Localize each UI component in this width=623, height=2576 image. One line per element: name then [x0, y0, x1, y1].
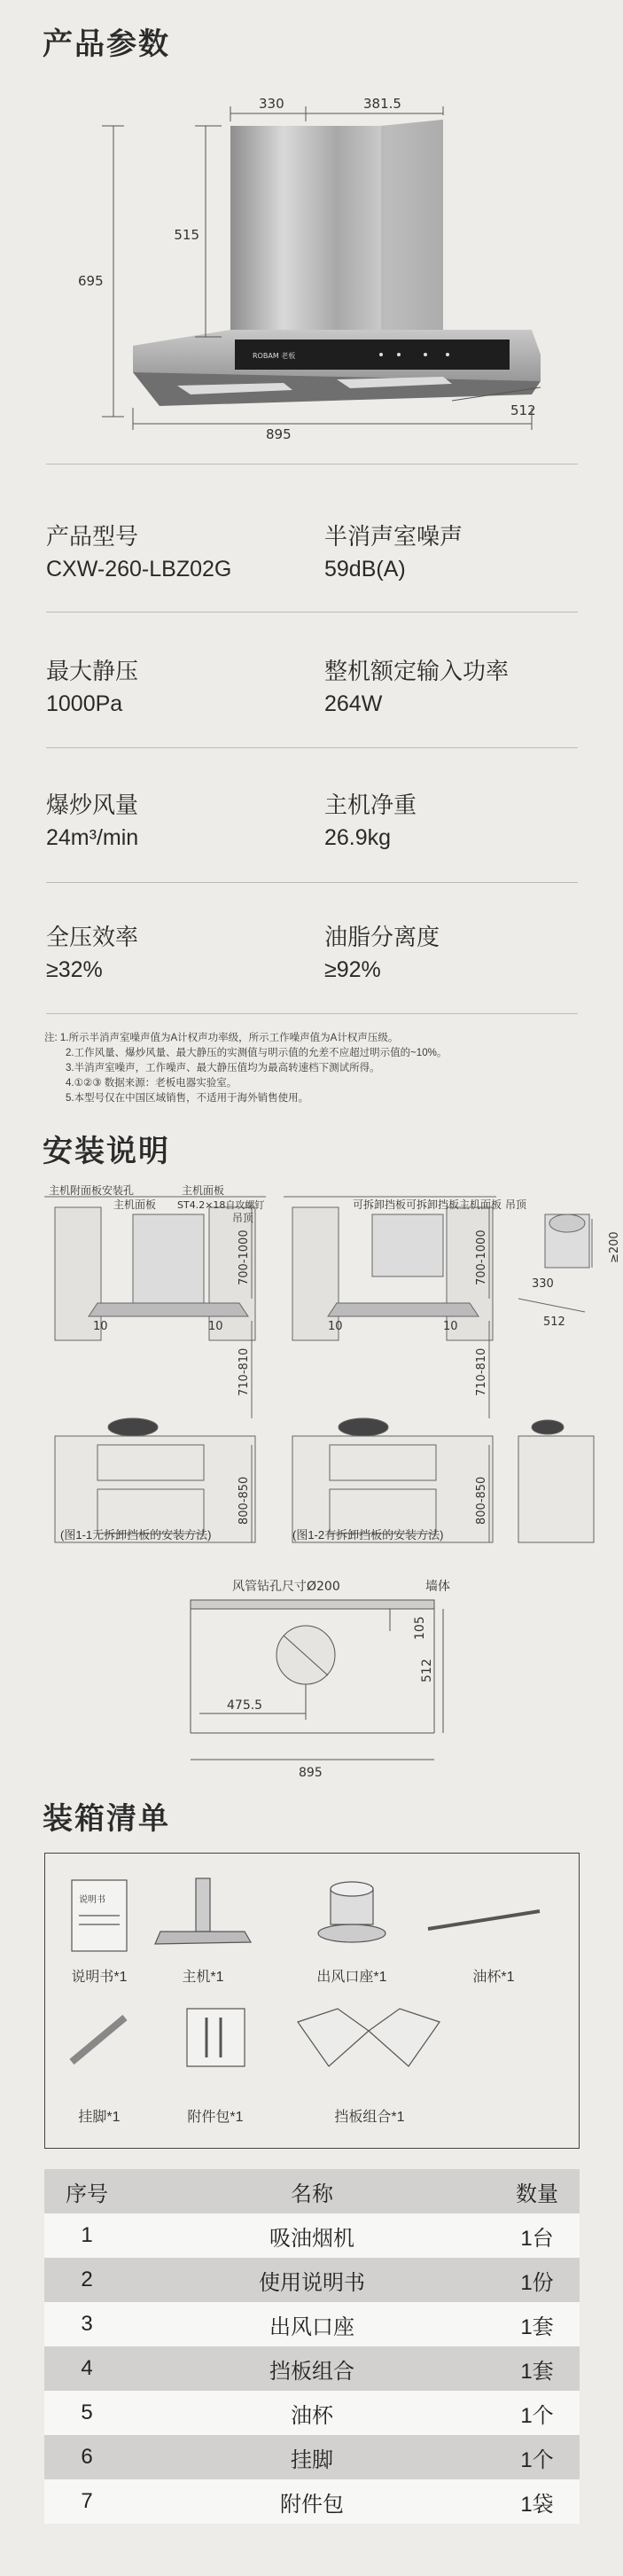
svg-text:710-810: 710-810 — [475, 1347, 488, 1396]
dim-3815: 381.5 — [363, 96, 401, 112]
top-view-diagram — [0, 1569, 623, 1799]
svg-text:吊顶: 吊顶 — [232, 1212, 254, 1224]
pack-item-label: 挂脚*1 — [78, 2110, 121, 2125]
table-header: 序号 — [44, 2169, 129, 2213]
svg-text:512: 512 — [543, 1315, 565, 1329]
table-row: 7 附件包 1袋 — [44, 2479, 580, 2524]
spec-value: CXW-260-LBZ02G — [46, 557, 232, 582]
svg-text:吊顶: 吊顶 — [505, 1198, 527, 1211]
svg-text:ST4.2×18自攻螺钉: ST4.2×18自攻螺钉 — [177, 1199, 265, 1211]
svg-text:主机附面板安装孔: 主机附面板安装孔 — [49, 1184, 135, 1197]
svg-text:墙体: 墙体 — [425, 1580, 450, 1594]
spec-label: 最大静压 — [46, 658, 139, 684]
pack-item-label: 说明书*1 — [71, 1970, 128, 1985]
svg-text:105: 105 — [413, 1616, 427, 1640]
spec-value: 24m³/min — [46, 825, 139, 850]
table-row: 3 出风口座 1套 — [44, 2302, 580, 2346]
svg-text:10: 10 — [443, 1320, 458, 1333]
spec-value: ≥32% — [46, 957, 103, 982]
note-line: 5.本型号仅在中国区域销售，不适用于海外销售使用。 — [66, 1093, 309, 1104]
table-row: 4 挡板组合 1套 — [44, 2346, 580, 2391]
svg-text:主机面板: 主机面板 — [113, 1198, 157, 1211]
spec-label: 产品型号 — [46, 523, 139, 550]
svg-text:10: 10 — [93, 1320, 108, 1333]
svg-text:512: 512 — [420, 1659, 434, 1682]
install-diagram — [0, 1179, 623, 1551]
packing-items-box — [44, 1853, 580, 2149]
dim-515: 515 — [174, 227, 199, 243]
spec-label: 油脂分离度 — [324, 924, 440, 950]
svg-text:可拆卸挡板: 可拆卸挡板 — [353, 1198, 407, 1211]
packing-table — [44, 2169, 580, 2524]
table-row: 6 挂脚 1个 — [44, 2435, 580, 2479]
table-header: 数量 — [495, 2169, 580, 2213]
svg-text:10: 10 — [208, 1320, 223, 1333]
spec-value: 264W — [324, 691, 383, 716]
table-header: 名称 — [129, 2169, 495, 2213]
manual-cover-text: 说明书 — [79, 1895, 105, 1905]
spec-notes — [44, 1031, 585, 1106]
svg-text:≥200: ≥200 — [608, 1231, 621, 1263]
svg-text:475.5: 475.5 — [227, 1698, 263, 1713]
spec-value: 1000Pa — [46, 691, 123, 716]
svg-text:700-1000: 700-1000 — [475, 1229, 488, 1285]
hood-dimension-figure — [0, 89, 623, 461]
note-line: 注: 1.所示半消声室噪声值为A计权声功率级，所示工作噪声值为A计权声压级。 — [44, 1033, 399, 1043]
svg-text:风管钻孔尺寸Ø200: 风管钻孔尺寸Ø200 — [232, 1580, 340, 1594]
pack-item-label: 附件包*1 — [187, 2110, 244, 2125]
pack-item-label: 主机*1 — [182, 1970, 224, 1985]
pack-item-label: 挡板组合*1 — [334, 2110, 405, 2125]
table-row: 5 油杯 1个 — [44, 2391, 580, 2435]
svg-text:主机面板: 主机面板 — [182, 1184, 225, 1197]
svg-text:330: 330 — [532, 1277, 554, 1291]
note-line: 4.①②③ 数据来源：老板电器实验室。 — [66, 1078, 238, 1089]
spec-label: 爆炒风量 — [46, 792, 139, 818]
table-row: 2 使用说明书 1份 — [44, 2258, 580, 2302]
pack-item-label: 油杯*1 — [472, 1970, 515, 1985]
svg-text:ROBAM 老板: ROBAM 老板 — [253, 352, 296, 360]
note-line: 3.半消声室噪声，工作噪声、最大静压值均为最高转速档下测试所得。 — [66, 1063, 380, 1073]
spec-label: 整机额定输入功率 — [324, 658, 510, 684]
dim-895: 895 — [266, 426, 292, 442]
spec-label: 主机净重 — [324, 792, 417, 818]
dim-330: 330 — [259, 96, 284, 112]
table-row: 1 吸油烟机 1台 — [44, 2213, 580, 2258]
svg-text:700-1000: 700-1000 — [238, 1229, 251, 1285]
svg-text:895: 895 — [299, 1766, 323, 1780]
note-line: 2.工作风量、爆炒风量、最大静压的实测值与明示值的允差不应超过明示值的~10%。 — [66, 1048, 448, 1058]
section-title-params: 产品参数 — [43, 27, 170, 61]
svg-text:可拆卸挡板: 可拆卸挡板 — [406, 1198, 460, 1211]
dim-695: 695 — [78, 273, 104, 289]
spec-value: 59dB(A) — [324, 557, 406, 582]
svg-text:800-850: 800-850 — [475, 1476, 488, 1525]
svg-text:10: 10 — [328, 1320, 343, 1333]
pack-item-label: 出风口座*1 — [316, 1970, 387, 1985]
spec-value: 26.9kg — [324, 825, 392, 850]
dim-512: 512 — [510, 402, 536, 418]
spec-label: 全压效率 — [46, 924, 139, 950]
spec-label: 半消声室噪声 — [324, 523, 463, 550]
table-header-row — [44, 2169, 580, 2213]
install-caption-2: (图1-2有拆卸挡板的安装方法) — [292, 1528, 444, 1542]
spec-value: ≥92% — [324, 957, 381, 982]
section-title-install: 安装说明 — [43, 1135, 170, 1168]
svg-text:800-850: 800-850 — [238, 1476, 251, 1525]
section-title-packing: 装箱清单 — [43, 1802, 170, 1836]
install-caption-1: (图1-1无拆卸挡板的安装方法) — [60, 1528, 212, 1542]
svg-text:主机面板: 主机面板 — [459, 1198, 502, 1211]
svg-text:710-810: 710-810 — [238, 1347, 251, 1396]
